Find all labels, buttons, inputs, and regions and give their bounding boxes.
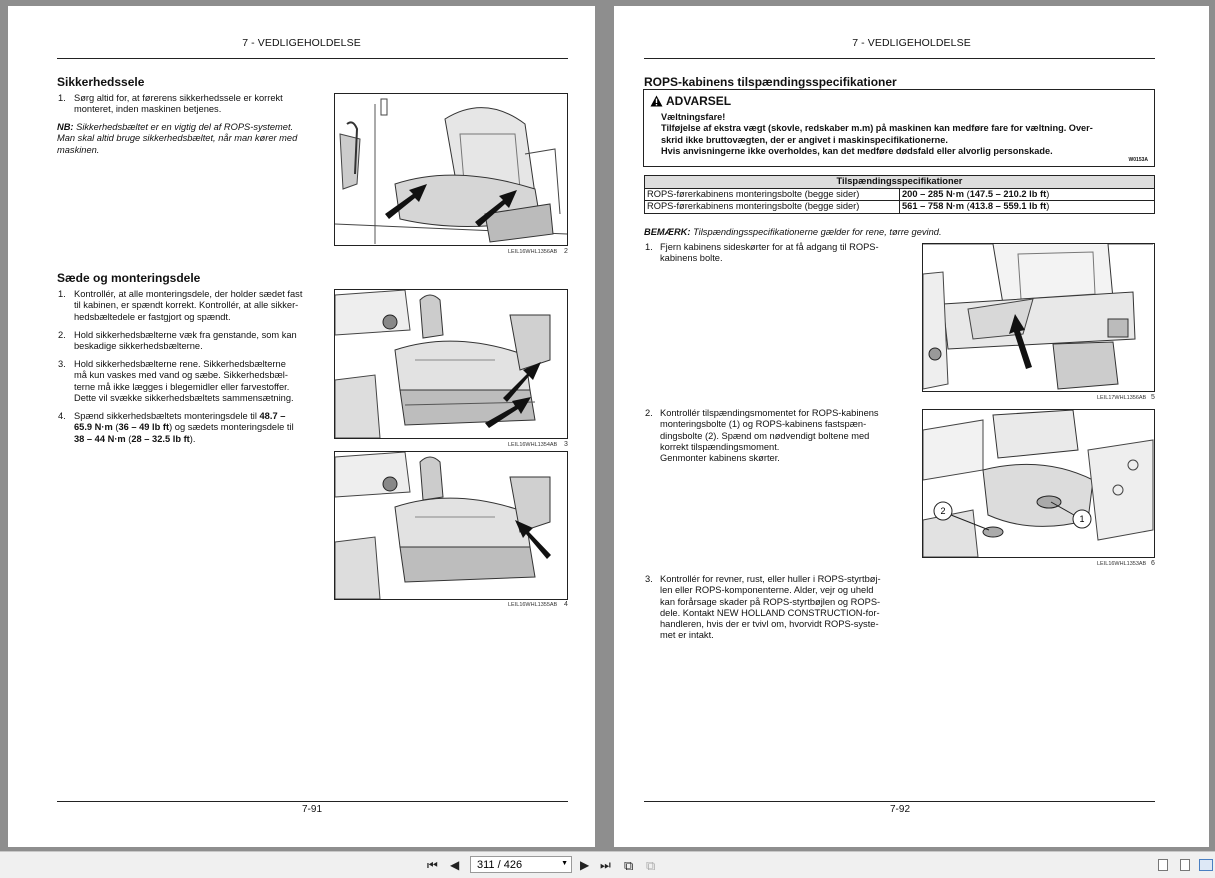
table-cell: 561 – 758 N·m (413.8 – 559.1 lb ft) <box>900 201 1155 214</box>
list-item: Spænd sikkerhedsbæltets monteringsdele til 48.7 – 65.9 N·m (36 – 49 lb ft) og sædets monteringsdele til 38 – 44 N·m (28 – 32.5 lb ft). <box>74 411 294 444</box>
callout-1: 1 <box>1079 514 1085 524</box>
page-header: 7 - VEDLIGEHOLDELSE <box>852 37 971 49</box>
page-number: 7-92 <box>889 804 910 815</box>
next-page-icon[interactable]: ▶ <box>580 858 590 872</box>
list-number: 2. <box>645 408 653 418</box>
list-number: 3. <box>58 359 66 369</box>
torque-spec-table <box>644 175 1155 214</box>
figure-seat-mount-1 <box>334 289 568 439</box>
warning-text: skrid ikke bruttovægten, der er angivet i maskinspecifikationerne. <box>661 135 948 145</box>
list-item: Kontrollér for revner, rust, eller huller i ROPS-styrtbøj- len eller ROPS-komponenterne. Alder, vejr og uheld kan forårsage skader på ROPS-styrtbøjlen og ROPS- dele. Kontakt NEW HOLLAND CONSTRUCTION-for- handleren, hvis der er tvivl om, hvorvidt ROPS-syste- met er intakt. <box>660 574 881 641</box>
header-rule <box>57 58 568 59</box>
page-number: 7-91 <box>301 804 322 815</box>
figure-code: LEIL17WHL1356AB <box>1097 395 1147 401</box>
section-title: ROPS-kabinens tilspændingsspecifikationer <box>644 75 897 89</box>
figure-number: 3 <box>564 441 568 448</box>
figure-number: 4 <box>564 601 568 608</box>
warning-triangle-icon <box>650 95 663 107</box>
warning-text: Hvis anvisningerne ikke overholdes, kan det medføre dødsfald eller alvorlig personskade. <box>661 146 1053 156</box>
table-cell: ROPS-førerkabinens monteringsbolte (begge sider) <box>645 188 900 201</box>
single-page-view-icon[interactable] <box>1158 859 1168 871</box>
go-forward-icon[interactable]: ⧉ <box>646 858 656 873</box>
figure-seat-mount-2 <box>334 451 568 600</box>
viewer-toolbar <box>0 851 1215 878</box>
list-item: Kontrollér tilspændingsmomentet for ROPS-kabinens monteringsbolte (1) og ROPS-kabinens fastspæn- dingsbolte (2). Spænd om nødvendigt boltene med korrekt tilspændingsmoment. Genmonter kabinens skørter. <box>660 408 879 464</box>
footer-rule <box>644 801 1155 802</box>
warning-title: ADVARSEL <box>650 94 731 108</box>
pdf-page-right <box>614 6 1209 847</box>
figure-code: LEIL16WHL1353AB <box>1097 561 1147 567</box>
list-item: Hold sikkerhedsbælterne rene. Sikkerhedsbælterne må kun vaskes med vand og sæbe. Sikkerhedsbæl- terne må ikke lægges i blegemidler eller farvestoffer. Dette vil svække sikkerhedsbæltets sammensætning. <box>74 359 294 403</box>
page-indicator: 311 / 426 <box>477 859 523 871</box>
list-number: 4. <box>58 411 66 421</box>
first-page-icon[interactable]: ⏮ <box>427 858 438 872</box>
warning-code: W0153A <box>1128 157 1148 163</box>
go-back-icon[interactable]: ⧉ <box>624 858 634 873</box>
list-item: Sørg altid for, at førerens sikkerhedssele er korrekt monteret, inden maskinen betjenes. <box>74 93 283 115</box>
page-selector[interactable] <box>470 856 572 873</box>
figure-cab-side-skirt <box>922 243 1155 392</box>
dropdown-icon[interactable]: ▼ <box>561 860 568 867</box>
header-rule <box>644 58 1155 59</box>
warning-text: Væltningsfare! <box>661 112 726 122</box>
previous-page-icon[interactable]: ◀ <box>450 858 460 872</box>
footer-rule <box>57 801 568 802</box>
figure-number: 5 <box>1151 394 1155 401</box>
remark: BEMÆRK: Tilspændingsspecifikationerne gælder for rene, tørre gevind. <box>644 227 942 237</box>
pdf-page-left <box>8 6 595 847</box>
list-item: Hold sikkerhedsbælterne væk fra genstande, som kan beskadige sikkerhedsbælterne. <box>74 330 297 352</box>
warning-box <box>643 89 1155 167</box>
section-title: Sikkerhedssele <box>57 75 145 89</box>
list-number: 1. <box>645 242 653 252</box>
figure-code: LEIL16WHL1356AB <box>508 249 558 255</box>
list-number: 2. <box>58 330 66 340</box>
continuous-view-icon[interactable] <box>1180 859 1190 871</box>
list-number: 1. <box>58 93 66 103</box>
figure-number: 2 <box>564 248 568 255</box>
last-page-icon[interactable]: ⏭ <box>600 858 611 872</box>
figure-code: LEIL16WHL1355AB <box>508 602 558 608</box>
figure-code: LEIL16WHL1354AB <box>508 442 558 448</box>
list-number: 1. <box>58 289 66 299</box>
figure-seatbelt <box>334 93 568 246</box>
two-page-view-icon[interactable] <box>1199 859 1213 871</box>
section-title: Sæde og monteringsdele <box>57 271 201 285</box>
note: NB: Sikkerhedsbæltet er en vigtig del af ROPS-systemet. Man skal altid bruge sikkerhedsbæltet, når man kører med maskinen. <box>57 122 298 155</box>
figure-number: 6 <box>1151 560 1155 567</box>
figure-rops-bolts <box>922 409 1155 558</box>
table-cell: ROPS-førerkabinens monteringsbolte (begge sider) <box>645 201 900 214</box>
table-row <box>645 188 1155 201</box>
table-cell: 200 – 285 N·m (147.5 – 210.2 lb ft) <box>900 188 1155 201</box>
table-header: Tilspændingsspecifikationer <box>645 176 1155 189</box>
warning-text: Tilføjelse af ekstra vægt (skovle, redskaber m.m) på maskinen kan medføre fare for væltning. Over- <box>661 123 1093 133</box>
list-item: Kontrollér, at alle monteringsdele, der holder sædet fast til kabinen, er spændt korrekt. Kontrollér, at alle sikker- hedsbæltedele er fastgjort og spændt. <box>74 289 303 322</box>
page-header: 7 - VEDLIGEHOLDELSE <box>242 37 361 49</box>
list-item: Fjern kabinens sideskørter for at få adgang til ROPS- kabinens bolte. <box>660 242 879 264</box>
table-row <box>645 201 1155 214</box>
list-number: 3. <box>645 574 653 584</box>
callout-2: 2 <box>940 506 946 516</box>
